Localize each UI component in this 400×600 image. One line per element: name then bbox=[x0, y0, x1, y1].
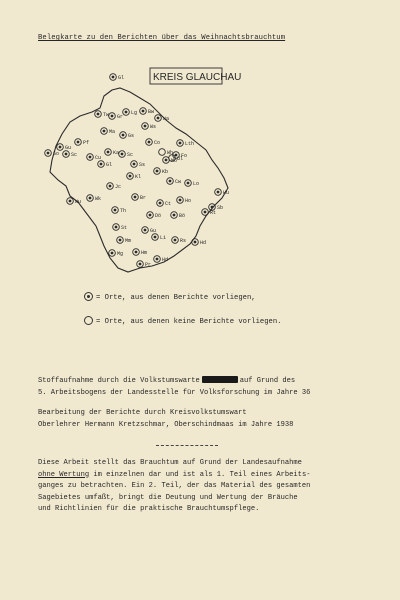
page-title: Belegkarte zu den Berichten über das Weihnachtsbrauchtum bbox=[38, 34, 286, 42]
map-place bbox=[87, 195, 101, 202]
map-place bbox=[172, 237, 186, 244]
place-marker-dot bbox=[129, 175, 132, 178]
place-marker-dot bbox=[122, 134, 125, 137]
map-place bbox=[101, 128, 115, 135]
place-marker-dot bbox=[156, 258, 159, 261]
place-label: Kl bbox=[135, 174, 142, 180]
map-place bbox=[177, 140, 194, 147]
map-place bbox=[110, 74, 124, 81]
place-label: Sc bbox=[71, 152, 78, 158]
place-marker-dot bbox=[154, 236, 157, 239]
place-label: Mm bbox=[125, 238, 132, 244]
place-label: Dö bbox=[155, 213, 162, 219]
place-label: Ss bbox=[139, 162, 146, 168]
map-place bbox=[177, 197, 191, 204]
place-marker-dot bbox=[217, 191, 220, 194]
map-place bbox=[63, 151, 77, 158]
place-marker-dot bbox=[142, 110, 145, 113]
map-place bbox=[45, 150, 59, 157]
place-label: Co bbox=[154, 140, 161, 146]
map-place bbox=[192, 239, 206, 246]
p3-line5: und Richtlinien für die praktische Brauchtumspflege. bbox=[38, 505, 260, 514]
place-marker-dot bbox=[174, 239, 177, 242]
map-place bbox=[215, 189, 229, 196]
map-place bbox=[171, 212, 185, 219]
place-marker-dot bbox=[159, 202, 162, 205]
map-place bbox=[147, 212, 161, 219]
place-marker-dot bbox=[134, 196, 137, 199]
map-place bbox=[131, 161, 145, 168]
place-label: Ul bbox=[177, 156, 184, 162]
place-label: Ka bbox=[113, 150, 120, 156]
place-label: Gu bbox=[65, 145, 72, 151]
place-marker-dot bbox=[103, 130, 106, 133]
place-label: Hd bbox=[162, 257, 169, 263]
place-label: Tw bbox=[103, 112, 110, 118]
place-marker-dot bbox=[107, 151, 110, 154]
place-marker-dot bbox=[133, 163, 136, 166]
place-marker-dot bbox=[139, 263, 142, 266]
map-place bbox=[154, 256, 168, 263]
map-place bbox=[133, 249, 147, 256]
place-label: Cw bbox=[175, 179, 182, 185]
place-label: Li bbox=[160, 235, 167, 241]
place-label: Wu bbox=[75, 199, 82, 205]
section-separator bbox=[156, 445, 218, 446]
place-label: Jc bbox=[115, 184, 122, 190]
place-marker-dot bbox=[211, 206, 214, 209]
place-marker-icon bbox=[159, 149, 166, 156]
district-label: KREIS GLAUCHAU bbox=[153, 72, 242, 83]
place-label: Gl bbox=[106, 162, 113, 168]
p2-line1: Bearbeitung der Berichte durch Kreisvolkstumswart bbox=[38, 409, 247, 417]
place-label: Ho bbox=[185, 198, 192, 204]
p1-part1: Stoffaufnahme durch die Volkstumswarte bbox=[38, 377, 200, 385]
map-place bbox=[132, 194, 146, 201]
map-place bbox=[185, 180, 199, 187]
paragraph-editing bbox=[38, 408, 378, 431]
map-place bbox=[120, 132, 134, 139]
place-marker-dot bbox=[109, 185, 112, 188]
p1-part2: auf Grund des bbox=[239, 377, 296, 385]
place-marker-dot bbox=[111, 115, 114, 118]
place-label: Pr bbox=[145, 262, 152, 268]
place-marker-dot bbox=[115, 226, 118, 229]
map-place bbox=[123, 109, 137, 116]
place-label: Sb bbox=[217, 205, 224, 211]
place-label: Hd bbox=[200, 240, 207, 246]
map-place bbox=[127, 173, 141, 180]
map-points bbox=[45, 74, 229, 268]
place-marker-dot bbox=[156, 170, 159, 173]
map-place bbox=[113, 224, 127, 231]
map-place bbox=[109, 113, 123, 120]
place-marker-dot bbox=[112, 76, 115, 79]
place-marker-dot bbox=[144, 229, 147, 232]
place-label: Rs bbox=[180, 238, 187, 244]
p3-line3: ganges zu betrachten. Ein 2. Teil, der das Material des gesamten bbox=[38, 482, 311, 491]
place-label: St bbox=[121, 225, 128, 231]
place-label: Sc bbox=[127, 152, 134, 158]
place-marker-dot bbox=[100, 163, 103, 166]
map-place bbox=[142, 227, 156, 234]
place-label: Bw bbox=[148, 109, 155, 115]
p3-line4: Sagebietes umfaßt, bringt die Deutung und Wertung der Bräuche bbox=[38, 493, 298, 502]
place-label: Hm bbox=[141, 250, 148, 256]
p3-line2: im einzelnen dar und ist als 1. Teil eines Arbeits- bbox=[89, 470, 311, 479]
place-label: Wk bbox=[95, 196, 102, 202]
place-marker-dot bbox=[69, 200, 72, 203]
place-label: Wh bbox=[167, 150, 174, 156]
place-marker-dot bbox=[148, 141, 151, 144]
place-marker-dot bbox=[114, 209, 117, 212]
place-label: Mg bbox=[117, 251, 124, 257]
p3-emphasis: ohne Wertung bbox=[38, 470, 90, 479]
p1-line2: 5. Arbeitsbogens der Landesstelle für Volksforschung im Jahre 36 bbox=[38, 388, 311, 397]
p2-line2: Oberlehrer Hermann Kretzschmar, Oberschindmaas im Jahre 1938 bbox=[38, 420, 294, 429]
place-marker-dot bbox=[165, 159, 168, 162]
place-marker-dot bbox=[179, 142, 182, 145]
place-label: Wa bbox=[163, 116, 170, 122]
place-marker-dot bbox=[89, 156, 92, 159]
p3-line1: Diese Arbeit stellt das Brauchtum auf Grund der Landesaufnahme bbox=[38, 459, 302, 467]
place-label: Hu bbox=[223, 190, 230, 196]
map-place bbox=[112, 207, 126, 214]
filled-circle-icon bbox=[84, 292, 93, 301]
place-marker-dot bbox=[125, 111, 128, 114]
map-place bbox=[119, 151, 133, 158]
place-label: Bö bbox=[179, 213, 186, 219]
place-marker-dot bbox=[135, 251, 138, 254]
place-label: Th bbox=[120, 208, 127, 214]
place-label: Br bbox=[140, 195, 147, 201]
place-marker-dot bbox=[157, 117, 160, 120]
place-marker-dot bbox=[77, 141, 80, 144]
empty-circle-icon bbox=[84, 316, 93, 325]
place-marker-dot bbox=[89, 197, 92, 200]
place-label: Rt bbox=[210, 210, 217, 216]
place-label: Ws bbox=[150, 124, 157, 130]
place-marker-dot bbox=[111, 252, 114, 255]
map-place bbox=[142, 123, 156, 130]
place-label: So bbox=[53, 151, 60, 157]
place-marker-dot bbox=[204, 211, 207, 214]
legend-empty bbox=[84, 316, 281, 326]
map-place bbox=[152, 234, 166, 241]
map-place bbox=[105, 149, 119, 156]
place-label: Lth bbox=[185, 141, 195, 147]
map-place bbox=[98, 161, 112, 168]
map-place bbox=[107, 183, 121, 190]
map-place bbox=[146, 139, 160, 146]
map-place bbox=[154, 168, 168, 175]
place-marker-dot bbox=[149, 214, 152, 217]
paragraph-collection bbox=[38, 376, 378, 399]
place-label: Gl bbox=[118, 75, 125, 81]
place-marker-dot bbox=[173, 214, 176, 217]
place-label: Cu bbox=[95, 155, 102, 161]
map-place bbox=[95, 111, 109, 118]
place-label: Kb bbox=[162, 169, 169, 175]
place-marker-dot bbox=[187, 182, 190, 185]
map-place bbox=[157, 200, 171, 207]
place-label: Ct bbox=[165, 201, 172, 207]
map-place bbox=[109, 250, 123, 257]
map-place bbox=[167, 178, 181, 185]
map-place bbox=[57, 144, 71, 151]
place-label: Ma bbox=[109, 129, 116, 135]
place-marker-dot bbox=[59, 146, 62, 149]
map-place bbox=[87, 154, 101, 161]
place-label: Gu bbox=[150, 228, 157, 234]
place-marker-dot bbox=[194, 241, 197, 244]
legend-filled-text: = Orte, aus denen Berichte vorliegen, bbox=[96, 294, 256, 302]
place-marker-dot bbox=[144, 125, 147, 128]
place-label: Gr bbox=[117, 114, 124, 120]
place-marker-dot bbox=[97, 113, 100, 116]
paragraph-description bbox=[38, 458, 378, 516]
legend-empty-text: = Orte, aus denen keine Berichte vorliegen. bbox=[96, 318, 282, 326]
map-place bbox=[140, 108, 154, 115]
place-label: Mo bbox=[171, 158, 178, 164]
place-label: Lg bbox=[131, 110, 138, 116]
place-label: Pf bbox=[83, 140, 90, 146]
place-marker-dot bbox=[119, 239, 122, 242]
place-marker-dot bbox=[65, 153, 68, 156]
place-label: Gs bbox=[128, 133, 135, 139]
map-place bbox=[75, 139, 89, 146]
place-marker-dot bbox=[47, 152, 50, 155]
place-marker-dot bbox=[169, 180, 172, 183]
place-label: Fo bbox=[181, 153, 188, 159]
legend-filled bbox=[84, 292, 256, 302]
redacted-name bbox=[202, 376, 238, 383]
place-marker-dot bbox=[121, 153, 124, 156]
place-marker-dot bbox=[179, 199, 182, 202]
place-label: Lo bbox=[193, 181, 200, 187]
map-place bbox=[117, 237, 131, 244]
